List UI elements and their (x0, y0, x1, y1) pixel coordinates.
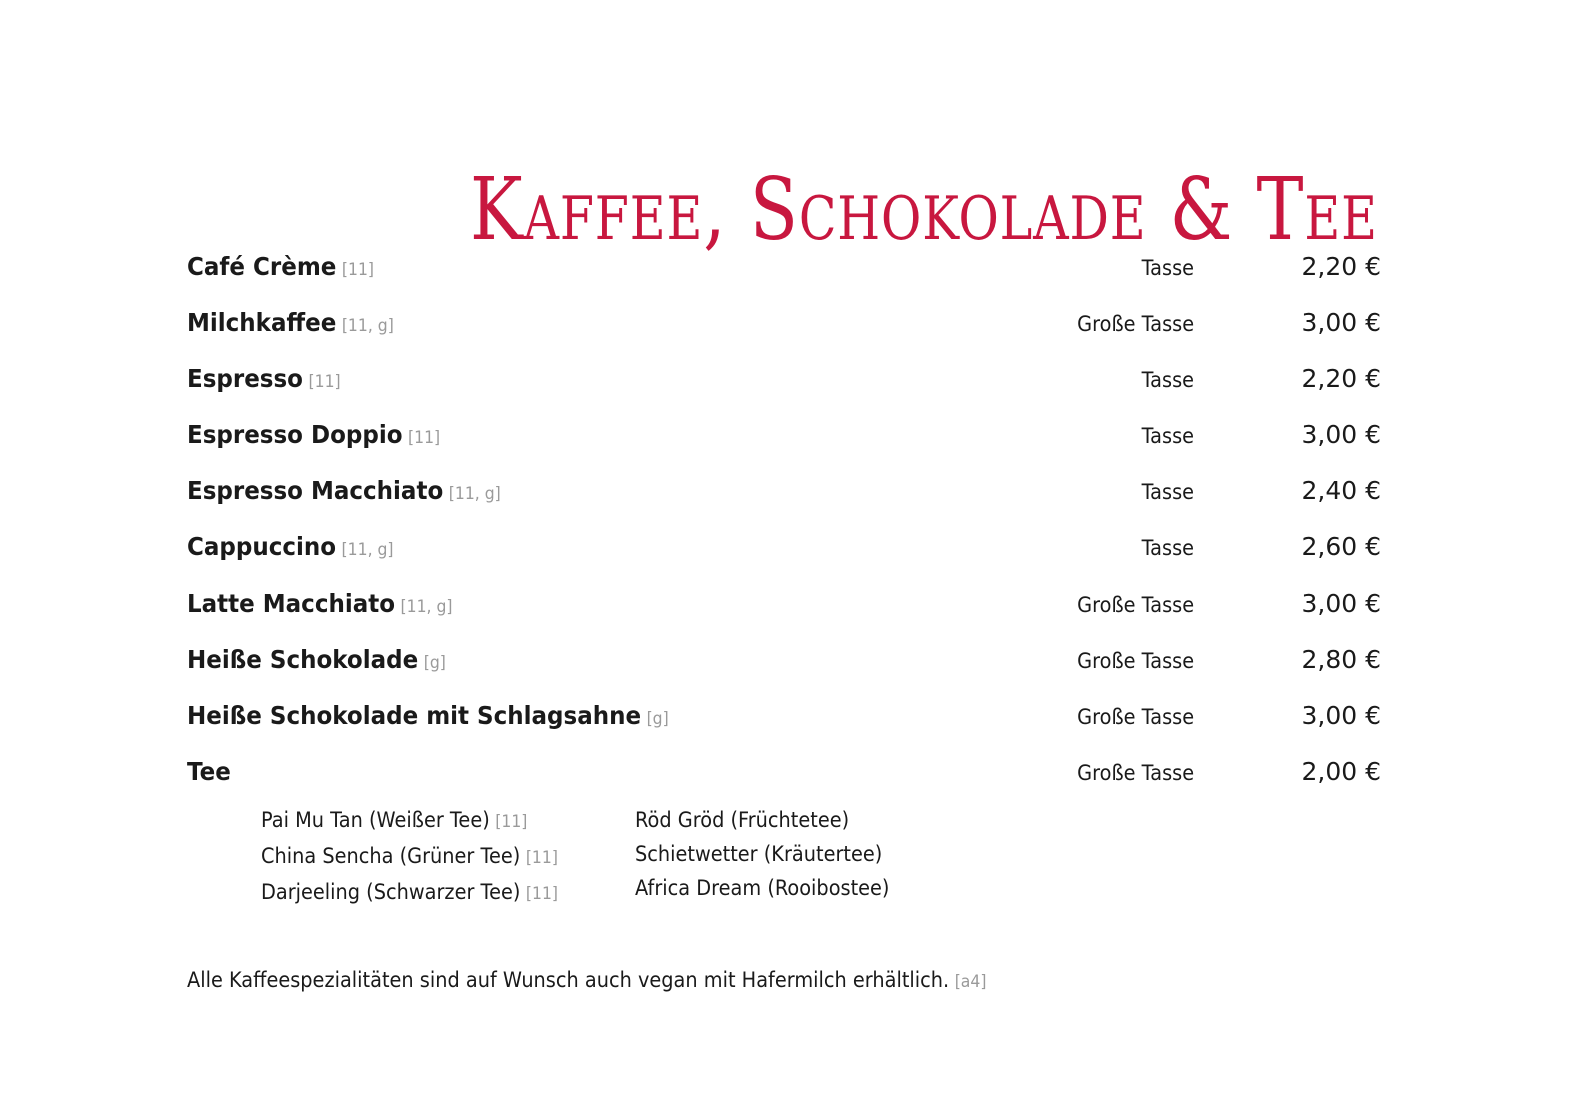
item-name: Espresso Macchiato [11, g] (187, 476, 501, 506)
allergen-note: [11, g] (341, 316, 394, 337)
item-name: Heiße Schokolade [g] (187, 644, 446, 674)
menu-row (187, 414, 1387, 470)
allergen-note: [11] (525, 848, 558, 868)
allergen-note: [11, g] (341, 540, 394, 561)
allergen-note: [11] (341, 260, 375, 280)
item-name: Café Crème [11] (187, 252, 375, 281)
menu-row (187, 695, 1387, 751)
allergen-note: [a4] (954, 972, 987, 992)
menu-row (187, 302, 1387, 358)
item-name: Cappuccino [11, g] (187, 532, 394, 562)
item-size: Tasse (1141, 256, 1194, 280)
item-size: Tasse (1141, 480, 1194, 505)
item-size: Große Tasse (1077, 760, 1194, 785)
tea-column-right (635, 803, 912, 905)
item-price: 2,20 € (1301, 252, 1381, 281)
item-size: Tasse (1141, 424, 1194, 449)
item-name: Espresso Doppio [11] (187, 420, 441, 450)
item-price: 3,00 € (1301, 588, 1381, 618)
allergen-note: [g] (646, 708, 669, 729)
page-title: Kaffee, Schokolade & Tee (470, 159, 1378, 260)
item-price: 2,00 € (1301, 756, 1381, 786)
allergen-note: [11] (495, 812, 528, 832)
allergen-note: [11] (308, 372, 341, 393)
tea-item: Schietwetter (Kräutertee) (635, 842, 883, 866)
tea-item: Africa Dream (Rooibostee) (635, 876, 890, 900)
item-size: Tasse (1141, 368, 1194, 393)
menu-row (187, 526, 1387, 582)
tea-item: Darjeeling (Schwarzer Tee) [11] (261, 880, 559, 904)
allergen-note: [11] (408, 428, 441, 449)
item-price: 2,60 € (1301, 532, 1381, 562)
item-size: Große Tasse (1077, 312, 1194, 337)
item-size: Große Tasse (1077, 704, 1194, 729)
menu-row (187, 639, 1387, 695)
footnote: Alle Kaffeespezialitäten sind auf Wunsch auch vegan mit Hafermilch erhältlich. [a4] (187, 968, 987, 992)
item-price: 3,00 € (1301, 700, 1381, 730)
menu-row (187, 751, 1387, 807)
menu-list (187, 246, 1387, 807)
item-size: Große Tasse (1077, 648, 1194, 673)
allergen-note: [11, g] (400, 596, 453, 617)
tea-item: Röd Gröd (Früchtetee) (635, 808, 850, 832)
item-price: 2,80 € (1301, 644, 1381, 674)
item-name: Latte Macchiato [11, g] (187, 588, 453, 618)
allergen-note: [11] (525, 884, 559, 904)
item-price: 3,00 € (1301, 308, 1381, 338)
item-price: 3,00 € (1301, 420, 1381, 450)
item-name: Heiße Schokolade mit Schlagsahne [g] (187, 700, 669, 730)
menu-row (187, 470, 1387, 526)
item-name: Espresso [11] (187, 364, 341, 394)
item-name: Milchkaffee [11, g] (187, 308, 394, 338)
item-size: Große Tasse (1077, 592, 1194, 617)
tea-column-left (261, 803, 584, 911)
item-size: Tasse (1141, 536, 1194, 561)
tea-item: Pai Mu Tan (Weißer Tee) [11] (261, 808, 528, 832)
tea-item: China Sencha (Grüner Tee) [11] (261, 844, 558, 868)
item-name: Tee (187, 756, 231, 786)
item-price: 2,40 € (1301, 476, 1381, 506)
allergen-note: [g] (423, 652, 446, 673)
item-price: 2,20 € (1301, 364, 1381, 394)
menu-row (187, 358, 1387, 414)
menu-row (187, 246, 1387, 302)
allergen-note: [11, g] (448, 484, 501, 505)
menu-row (187, 583, 1387, 639)
